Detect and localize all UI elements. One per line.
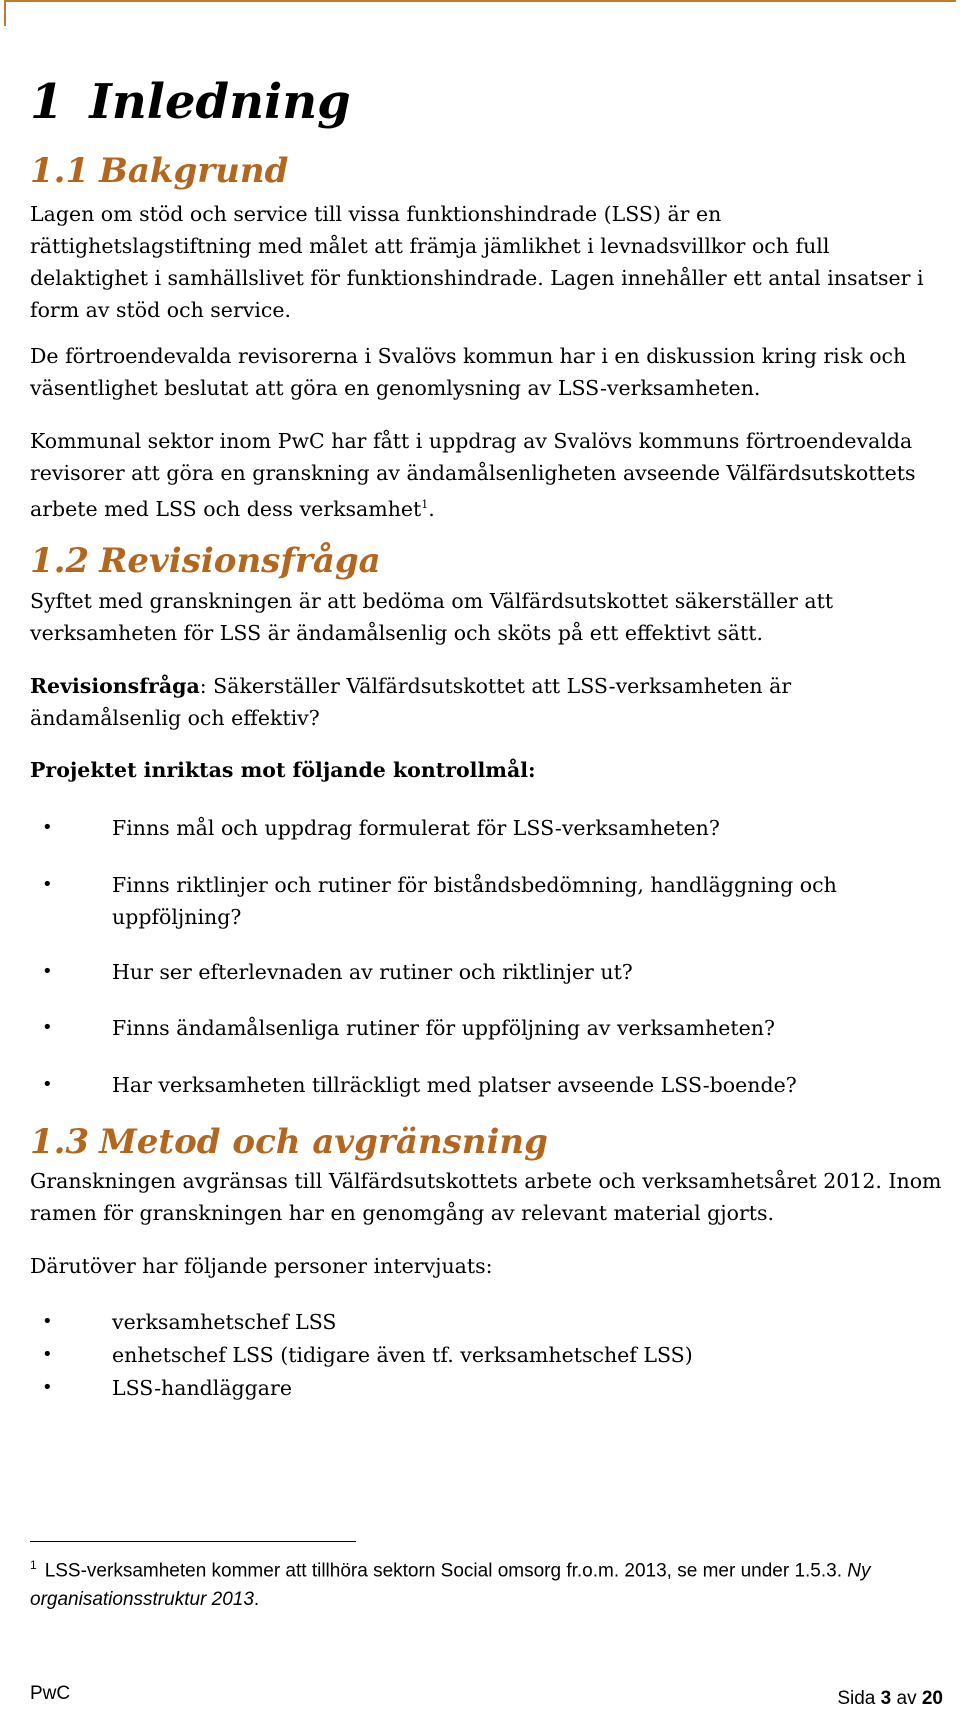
paragraph-revisorer: De förtroendevalda revisorerna i Svalövs kommun har i en diskussion kring risk och väsentlighet beslutat att göra en genomlysning av LSS-verksamheten. [30,344,907,400]
bullet-icon: • [42,1017,53,1038]
page-total: 20 [921,1688,943,1709]
paragraph-syfte: Syftet med granskningen är att bedöma om Välfärdsutskottet säkerställer att verksamheten för LSS är ändamålsenlig och sköts på ett effektivt sätt. [30,589,834,645]
paragraph-uppdrag [30,425,945,525]
paragraph-uppdrag-end: . [428,496,435,521]
bullet-icon: • [42,817,53,838]
brand-footer: PwC [30,1683,71,1704]
list-item-text: Finns ändamålsenliga rutiner för uppföljning av verksamheten? [112,1016,775,1040]
list-item-text: Har verksamheten tillräckligt med platser avseende LSS-boende? [112,1073,797,1097]
list-item-text: Hur ser efterlevnaden av rutiner och riktlinjer ut? [112,960,633,984]
bullet-icon: • [42,1377,53,1398]
section-heading-bakgrund [30,150,288,192]
section-number: 1.1 [30,151,90,191]
page-number [837,1688,943,1710]
footnote-end: . [253,1589,260,1611]
footnote-number: 1 [30,1558,37,1572]
list-item-text: Finns mål och uppdrag formulerat för LSS-verksamheten? [112,816,720,840]
page-mid: av [891,1688,922,1709]
kontrollmal-heading: Projektet inriktas mot följande kontrollmål: [30,758,536,782]
paragraph-avgransning: Granskningen avgränsas till Välfärdsutskottets arbete och verksamhetsåret 2012. Inom ramen för granskningen har en genomgång av relevant material gjorts. [30,1169,942,1225]
footnote [30,1551,945,1614]
section-number: 1.3 [30,1122,90,1162]
chapter-number: 1 [30,74,64,130]
footnote-divider [30,1541,356,1542]
footnote-text: LSS-verksamheten kommer att tillhöra sektorn Social omsorg fr.o.m. 2013, se mer under 1.5.3. [44,1560,848,1582]
paragraph-lss-intro: Lagen om stöd och service till vissa funktionshindrade (LSS) är en rättighetslagstiftning med målet att främja jämlikhet i levnadsvillkor och full delaktighet i samhällslivet för funktionshindrade. Lagen innehåller ett antal insatser i form av stöd och service. [30,202,924,322]
bullet-icon: • [42,1311,53,1332]
chapter-heading [30,74,351,130]
paragraph-uppdrag-text: Kommunal sektor inom PwC har fått i uppdrag av Svalövs kommuns förtroendevalda revisorer att göra en granskning av ändamålsenligheten avseende Välfärdsutskottets arbete med LSS och dess verksamhet [30,429,916,521]
list-item-text: Finns riktlinjer och rutiner för biståndsbedömning, handläggning och uppföljning? [112,873,837,929]
revisionsfraga-text: : Säkerställer Välfärdsutskottet att LSS-verksamheten är ändamålsenlig och effektiv? [30,674,792,730]
section-number: 1.2 [30,541,90,581]
paragraph-intervjuer: Därutöver har följande personer intervjuats: [30,1254,493,1278]
page-current: 3 [880,1688,892,1709]
footnote-reference[interactable]: 1 [421,498,429,511]
header-rule [4,0,956,26]
bullet-icon: • [42,1074,53,1095]
section-title: Revisionsfråga [99,541,381,581]
footnote-italic: Ny organisationsstruktur 2013 [30,1560,871,1611]
page-prefix: Sida [837,1688,881,1709]
list-item-text: verksamhetschef LSS [112,1310,337,1334]
bullet-icon: • [42,874,53,895]
section-title: Metod och avgränsning [99,1122,548,1162]
list-item-text: LSS-handläggare [112,1376,292,1400]
bullet-icon: • [42,961,53,982]
revisionsfraga-label: Revisionsfråga [30,674,200,698]
list-item-text: enhetschef LSS (tidigare även tf. verksamhetschef LSS) [112,1343,693,1367]
section-title: Bakgrund [99,151,289,191]
section-heading-metod [30,1121,548,1163]
bullet-icon: • [42,1344,53,1365]
paragraph-revisionsfraga [30,670,945,734]
chapter-title: Inledning [89,74,351,130]
section-heading-revisionsfraga [30,540,381,582]
